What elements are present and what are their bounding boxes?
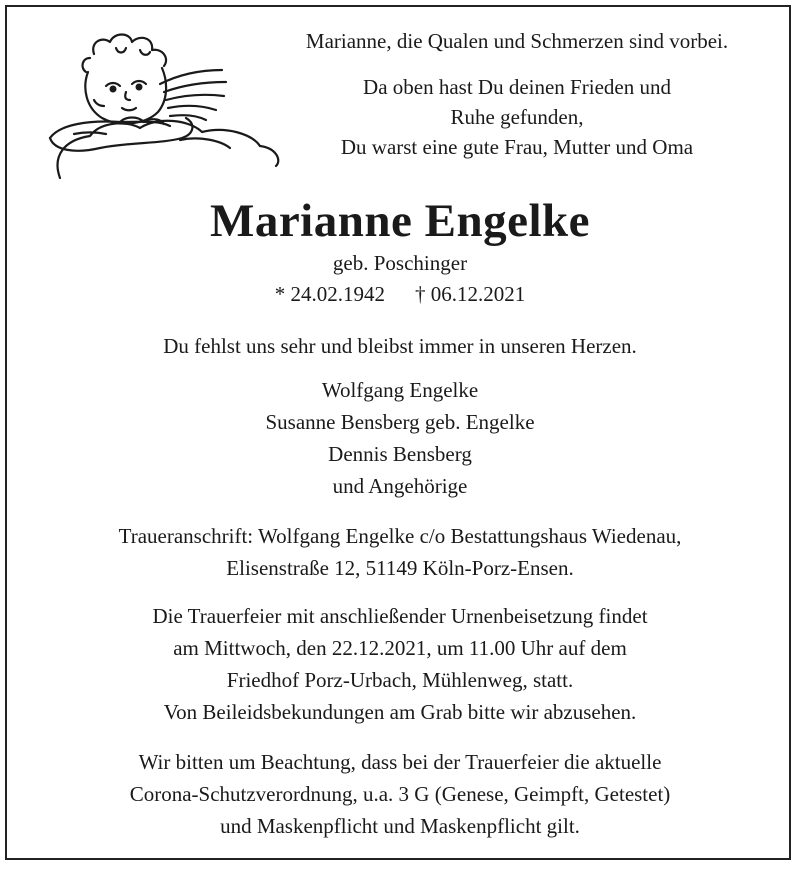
address-line: Elisenstraße 12, 51149 Köln-Porz-Ensen. (226, 556, 574, 580)
corona-line: und Maskenpflicht und Maskenpflicht gilt. (220, 814, 580, 838)
birth-date: * 24.02.1942 (274, 282, 385, 306)
tribute-line: Du fehlst uns sehr und bleibst immer in unseren Herzen. (163, 334, 637, 358)
mourner-name: Susanne Bensberg geb. Engelke (265, 410, 535, 434)
cherub-angel-icon (30, 28, 280, 180)
ceremony-line: Friedhof Porz-Urbach, Mühlenweg, statt. (226, 668, 574, 692)
verse-line: Marianne, die Qualen und Schmerzen sind vorbei. (305, 29, 729, 53)
address-line: Traueranschrift: Wolfgang Engelke c/o Bestattungshaus Wiedenau, (118, 524, 682, 548)
verse-spacer (264, 56, 770, 72)
mourning-address (0, 520, 800, 584)
mourner-name: und Angehörige (332, 474, 468, 498)
corona-line: Wir bitten um Beachtung, dass bei der Trauerfeier die aktuelle (138, 750, 662, 774)
corona-line: Corona-Schutzverordnung, u.a. 3 G (Genese, Geimpft, Getestet) (129, 782, 671, 806)
verse-line: Ruhe gefunden, (450, 105, 584, 129)
life-dates (0, 278, 800, 310)
mourner-name: Wolfgang Engelke (321, 378, 479, 402)
opening-verse (264, 26, 770, 162)
corona-notice (0, 746, 800, 842)
birth-name: geb. Poschinger (332, 251, 468, 275)
ceremony-line: am Mittwoch, den 22.12.2021, um 11.00 Uhr auf dem (173, 636, 627, 660)
verse-line: Du warst eine gute Frau, Mutter und Oma (340, 135, 694, 159)
deceased-name: Marianne Engelke (209, 195, 591, 247)
ceremony-line: Von Beileidsbekundungen am Grab bitte wir abzusehen. (163, 700, 637, 724)
ceremony-notice (0, 600, 800, 728)
verse-line: Da oben hast Du deinen Frieden und (363, 75, 671, 99)
mourners-list (0, 374, 800, 502)
mourner-name: Dennis Bensberg (328, 442, 472, 466)
death-date: † 06.12.2021 (415, 282, 526, 306)
ceremony-line: Die Trauerfeier mit anschließender Urnenbeisetzung findet (152, 604, 648, 628)
